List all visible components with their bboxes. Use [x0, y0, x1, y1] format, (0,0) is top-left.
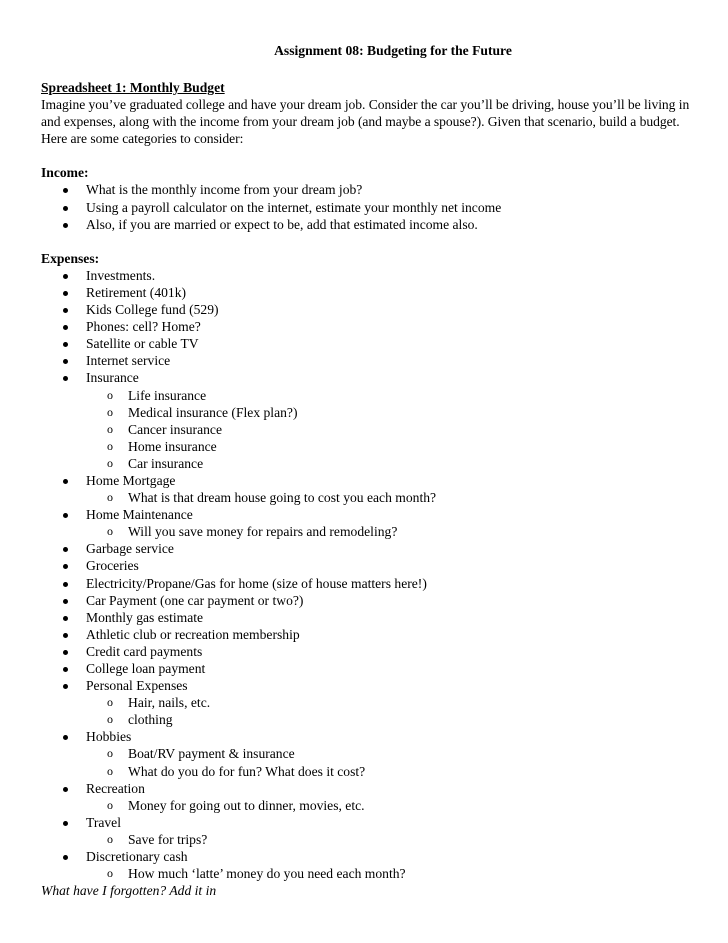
- bullet-icon: [63, 291, 68, 296]
- expense-item: [41, 557, 691, 574]
- expense-item: [41, 540, 691, 557]
- expense-item-label: Recreation: [86, 780, 145, 796]
- expense-subitem-text: What is that dream house going to cost you each month?: [128, 490, 437, 506]
- expense-item: [41, 660, 691, 677]
- circle-bullet-icon: o: [107, 490, 113, 505]
- bullet-icon: [63, 308, 68, 313]
- bullet-icon: [63, 599, 68, 604]
- circle-bullet-icon: o: [107, 831, 113, 846]
- expense-item: [41, 575, 691, 592]
- expense-sublist: [86, 694, 691, 728]
- expense-item: [41, 335, 691, 352]
- expense-item-label: Garbage service: [86, 541, 174, 557]
- bullet-icon: [63, 325, 68, 330]
- expense-subitem-text: Home insurance: [128, 438, 217, 454]
- bullet-icon: [63, 564, 68, 569]
- expense-sublist: [86, 865, 691, 882]
- expense-item-label: Credit card payments: [86, 643, 203, 659]
- expense-item: [41, 814, 691, 848]
- expense-subitem: [86, 455, 691, 472]
- bullet-icon: [63, 206, 68, 211]
- expense-item: [41, 592, 691, 609]
- expense-subitem: [86, 387, 691, 404]
- expense-item-label: Home Mortgage: [86, 472, 176, 488]
- bullet-icon: [63, 188, 68, 193]
- expense-item-label: Groceries: [86, 558, 139, 574]
- circle-bullet-icon: o: [107, 866, 113, 881]
- expense-subitem: [86, 711, 691, 728]
- expense-subitem-text: Car insurance: [128, 455, 204, 471]
- circle-bullet-icon: o: [107, 746, 113, 761]
- expense-item-label: Home Maintenance: [86, 507, 193, 523]
- expense-item: [41, 352, 691, 369]
- bullet-icon: [63, 616, 68, 621]
- expense-subitem-text: clothing: [128, 712, 173, 728]
- expense-item: [41, 848, 691, 882]
- circle-bullet-icon: o: [107, 387, 113, 402]
- expense-subitem-text: Cancer insurance: [128, 421, 222, 437]
- expense-sublist: [86, 489, 691, 506]
- bullet-icon: [63, 513, 68, 518]
- circle-bullet-icon: o: [107, 455, 113, 470]
- expense-item: [41, 284, 691, 301]
- expense-item: [41, 780, 691, 814]
- bullet-icon: [63, 342, 68, 347]
- expense-sublist: [86, 523, 691, 540]
- expense-item: [41, 506, 691, 540]
- income-item-text: Using a payroll calculator on the internet, estimate your monthly net income: [86, 199, 502, 215]
- expense-item-label: College loan payment: [86, 661, 206, 676]
- expense-subitem: [86, 831, 691, 848]
- income-item-text: What is the monthly income from your dream job?: [86, 182, 363, 198]
- expenses-heading: Expenses:: [41, 250, 100, 266]
- expense-item-label: Investments.: [86, 267, 156, 283]
- expense-subitem-text: What do you do for fun? What does it cost?: [128, 763, 366, 779]
- expense-item-label: Discretionary cash: [86, 849, 188, 865]
- circle-bullet-icon: o: [107, 695, 113, 710]
- expense-item: [41, 643, 691, 660]
- expense-subitem: [86, 694, 691, 711]
- income-list: [41, 181, 691, 232]
- bullet-icon: [63, 684, 68, 689]
- page-title: Assignment 08: Budgeting for the Future: [274, 43, 512, 58]
- expenses-list: [41, 267, 691, 882]
- expense-subitem-text: Life insurance: [128, 387, 207, 403]
- closing-note: What have I forgotten? Add it in: [41, 883, 217, 899]
- expense-subitem-text: Hair, nails, etc.: [128, 695, 211, 711]
- income-item: [41, 181, 691, 198]
- expense-subitem-text: Will you save money for repairs and remodeling?: [128, 524, 398, 540]
- bullet-icon: [63, 787, 68, 792]
- circle-bullet-icon: o: [107, 404, 113, 419]
- expense-subitem-text: Save for trips?: [128, 831, 208, 847]
- intro-paragraph: Imagine you’ve graduated college and have your dream job. Consider the car you’ll be driving, house you’ll be living in and expenses, along with the income from your dream job (and maybe a spouse?). Given that scenario, build a budget. Here are some categories to consider:: [41, 97, 690, 147]
- expense-item-label: Monthly gas estimate: [86, 609, 204, 625]
- bullet-icon: [63, 479, 68, 484]
- circle-bullet-icon: o: [107, 712, 113, 727]
- expense-subitem-text: Money for going out to dinner, movies, etc.: [128, 797, 365, 813]
- expense-item-label: Personal Expenses: [86, 678, 188, 694]
- expense-item: [41, 677, 691, 728]
- expense-item-label: Internet service: [86, 353, 171, 369]
- expense-item: [41, 267, 691, 284]
- bullet-icon: [63, 735, 68, 740]
- bullet-icon: [63, 359, 68, 364]
- expense-subitem-text: How much ‘latte’ money do you need each month?: [128, 866, 406, 882]
- expense-item-label: Phones: cell? Home?: [86, 319, 201, 335]
- expense-subitem: [86, 865, 691, 882]
- bullet-icon: [63, 547, 68, 552]
- income-item: [41, 216, 691, 233]
- document-page: [41, 0, 691, 899]
- expense-subitem-text: Boat/RV payment & insurance: [128, 746, 295, 762]
- expense-item: [41, 626, 691, 643]
- income-item: [41, 199, 691, 216]
- expense-subitem: [86, 797, 691, 814]
- expense-item: [41, 609, 691, 626]
- expense-item: [41, 369, 691, 472]
- circle-bullet-icon: o: [107, 797, 113, 812]
- spreadsheet-heading: Spreadsheet 1: Monthly Budget: [41, 80, 225, 95]
- expense-subitem: [86, 438, 691, 455]
- circle-bullet-icon: o: [107, 763, 113, 778]
- expense-item: [41, 301, 691, 318]
- bullet-icon: [63, 633, 68, 638]
- expense-item-label: Athletic club or recreation membership: [86, 626, 300, 642]
- expense-item-label: Satellite or cable TV: [86, 336, 199, 352]
- bullet-icon: [63, 223, 68, 228]
- expense-sublist: [86, 745, 691, 779]
- expense-item-label: Hobbies: [86, 729, 132, 745]
- expense-item-label: Electricity/Propane/Gas for home (size of house matters here!): [86, 575, 427, 591]
- income-heading: Income:: [41, 165, 89, 181]
- circle-bullet-icon: o: [107, 421, 113, 436]
- expense-subitem: [86, 421, 691, 438]
- expense-item: [41, 318, 691, 335]
- expense-subitem-text: Medical insurance (Flex plan?): [128, 404, 298, 420]
- income-item-text: Also, if you are married or expect to be, add that estimated income also.: [86, 216, 478, 232]
- bullet-icon: [63, 582, 68, 587]
- expense-sublist: [86, 797, 691, 814]
- bullet-icon: [63, 376, 68, 381]
- expense-item: [41, 728, 691, 779]
- expense-subitem: [86, 745, 691, 762]
- expense-subitem: [86, 489, 691, 506]
- bullet-icon: [63, 274, 68, 279]
- expense-subitem: [86, 523, 691, 540]
- expense-item: [41, 472, 691, 506]
- expense-item-label: Travel: [86, 814, 121, 830]
- expense-item-label: Insurance: [86, 370, 139, 386]
- expense-subitem: [86, 763, 691, 780]
- bullet-icon: [63, 650, 68, 655]
- expense-sublist: [86, 387, 691, 472]
- expense-item-label: Retirement (401k): [86, 284, 187, 300]
- expense-item-label: Car Payment (one car payment or two?): [86, 592, 304, 608]
- expense-item-label: Kids College fund (529): [86, 302, 219, 318]
- bullet-icon: [63, 821, 68, 826]
- expense-subitem: [86, 404, 691, 421]
- circle-bullet-icon: o: [107, 438, 113, 453]
- circle-bullet-icon: o: [107, 524, 113, 539]
- expense-sublist: [86, 831, 691, 848]
- bullet-icon: [63, 855, 68, 860]
- bullet-icon: [63, 667, 68, 672]
